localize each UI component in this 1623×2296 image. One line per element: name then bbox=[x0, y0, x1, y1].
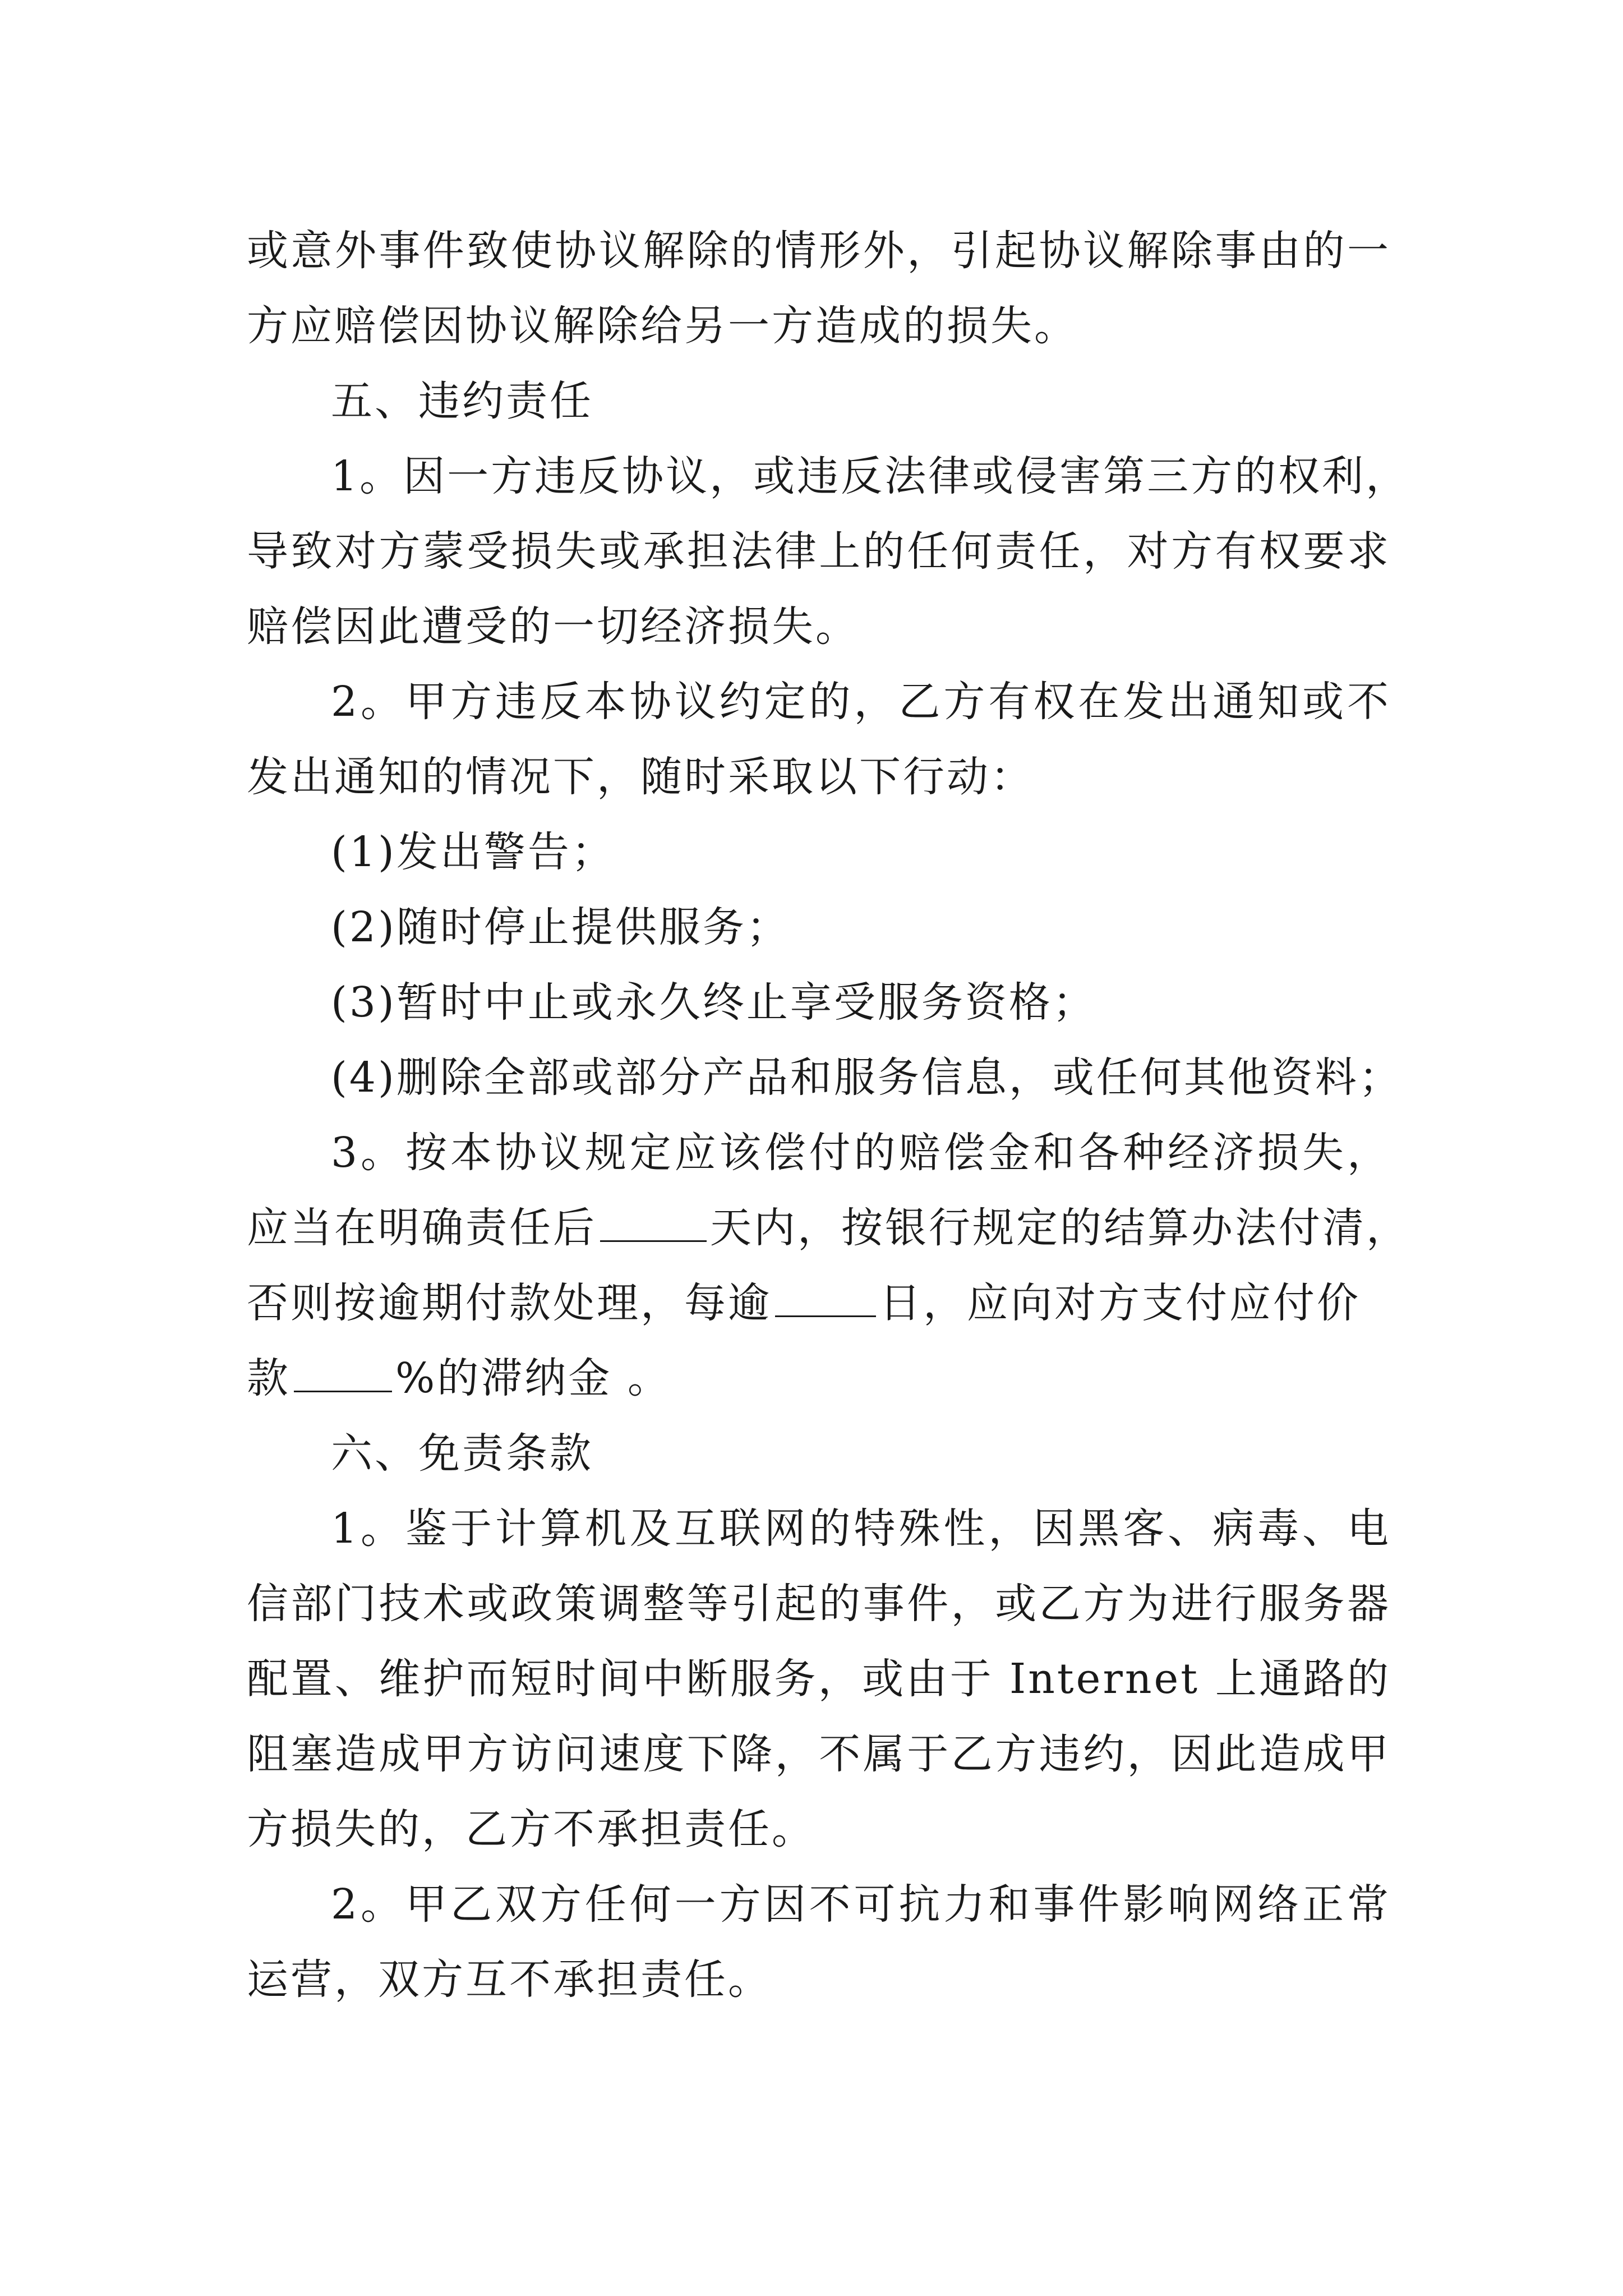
clause-line: 2。甲乙双方任何一方因不可抗力和事件影响网络正常 bbox=[331, 1880, 1391, 1929]
clause-text: 应当在明确责任后 bbox=[247, 1204, 597, 1252]
clause-line: 运营，双方互不承担责任。 bbox=[247, 1955, 772, 2004]
clause-line: 赔偿因此遭受的一切经济损失。 bbox=[247, 602, 859, 651]
paragraph-line: 或意外事件致使协议解除的情形外，引起协议解除事由的一 bbox=[247, 227, 1391, 275]
clause-line: 发出通知的情况下，随时采取以下行动： bbox=[247, 753, 1034, 801]
clause-text: %的滞纳金 。 bbox=[395, 1354, 671, 1402]
section-heading-disclaimer: 六、免责条款 bbox=[331, 1429, 593, 1478]
action-item: (4)删除全部或部分产品和服务信息，或任何其他资料； bbox=[331, 1053, 1403, 1102]
clause-line: 1。鉴于计算机及互联网的特殊性，因黑客、病毒、电 bbox=[331, 1504, 1391, 1553]
fill-in-blank-overdue-days bbox=[775, 1281, 876, 1317]
clause-line: 方损失的，乙方不承担责任。 bbox=[247, 1805, 815, 1853]
clause-line: 配置、维护而短时间中断服务，或由于 Internet 上通路的 bbox=[247, 1655, 1391, 1703]
clause-line: 1。因一方违反协议，或违反法律或侵害第三方的权利， bbox=[331, 452, 1410, 500]
clause-line-with-blank bbox=[247, 1341, 1391, 1416]
paragraph-line: 方应赔偿因协议解除给另一方造成的损失。 bbox=[247, 302, 1078, 350]
clause-line: 3。按本协议规定应该偿付的赔偿金和各种经济损失， bbox=[331, 1129, 1391, 1177]
clause-text: 款 bbox=[247, 1354, 291, 1402]
section-heading-breach-liability: 五、违约责任 bbox=[331, 377, 593, 425]
action-item: (2)随时停止提供服务； bbox=[331, 903, 790, 951]
clause-line: 阻塞造成甲方访问速度下降，不属于乙方违约，因此造成甲 bbox=[247, 1730, 1391, 1778]
clause-line: 导致对方蒙受损失或承担法律上的任何责任，对方有权要求 bbox=[247, 527, 1391, 576]
fill-in-blank-percentage bbox=[294, 1356, 392, 1392]
clause-text: 日，应向对方支付应付价 bbox=[879, 1279, 1361, 1327]
clause-text: 天内，按银行规定的结算办法付清， bbox=[710, 1204, 1410, 1252]
clause-line: 信部门技术或政策调整等引起的事件，或乙方为进行服务器 bbox=[247, 1580, 1391, 1628]
clause-line: 2。甲方违反本协议约定的，乙方有权在发出通知或不 bbox=[331, 678, 1391, 726]
clause-text: 否则按逾期付款处理，每逾 bbox=[247, 1279, 772, 1327]
action-item: (3)暂时中止或永久终止享受服务资格； bbox=[331, 978, 1096, 1027]
fill-in-blank-days bbox=[600, 1205, 707, 1242]
clause-line-with-blank bbox=[247, 1266, 1391, 1341]
action-item: (1)发出警告； bbox=[331, 828, 615, 876]
clause-line-with-blank bbox=[247, 1190, 1410, 1266]
document-body bbox=[247, 213, 1410, 2017]
